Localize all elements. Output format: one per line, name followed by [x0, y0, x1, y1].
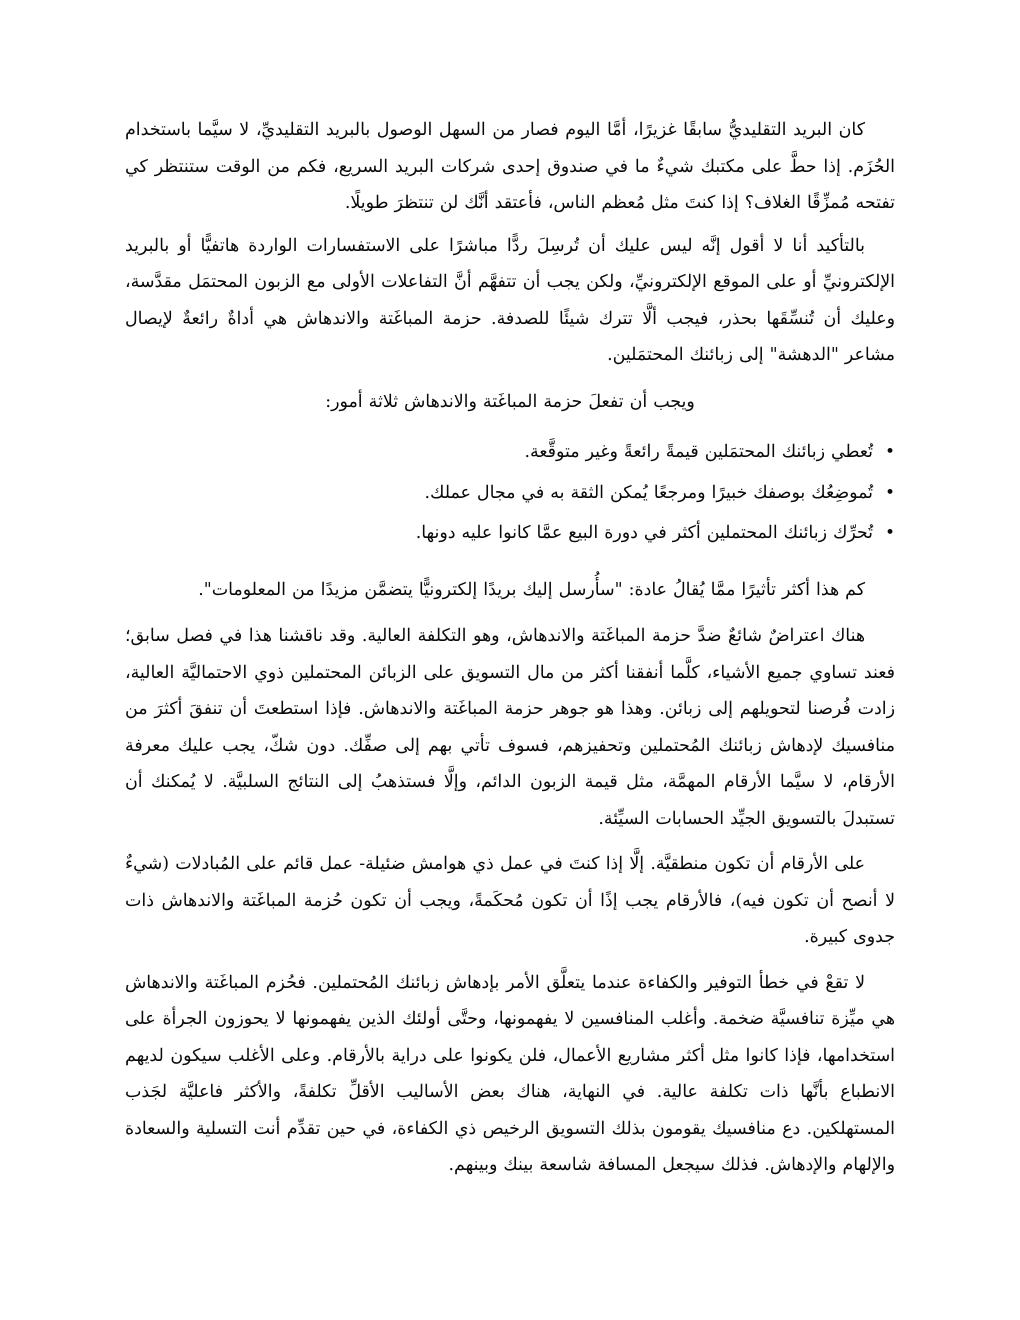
list-item	[125, 515, 895, 552]
list-lead-line: ويجب أن تفعلَ حزمة المباغَتة والاندهاش ثلاثة أمور:	[325, 391, 695, 412]
list-item-text: تُعطي زبائنك المحتمَلين قيمةً رائعةً وغير متوقَّعة.	[524, 442, 873, 462]
list-item-text: تُموضِعُك بوصفك خبيرًا ومرجعًا يُمكن الثقة به في مجال عملك.	[424, 482, 873, 503]
list-item	[125, 475, 895, 512]
bullet-row	[524, 434, 895, 471]
bullet-marker-icon: •	[884, 523, 895, 543]
paragraph-cost-objection: هناك اعتراضٌ شائعٌ ضدَّ حزمة المباغَتة والاندهاش، وهو التكلفة العالية. وقد ناقشنا هذا في فصل سابق؛ فعند تساوي جميع الأشياء، كلَّما أنفقنا أكثر من مال التسويق على الزبائن المحتملين ذوي الاحتماليَّة العالية، زادت فُرصنا لتحويلهم إلى زبائن. وهذا هو جوهر حزمة المباغَتة والاندهاش. فإذا استطعتَ أن تنفقَ أكثرَ من منافسيك لإدهاش زبائنك المُحتملين وتحفيزهم، فسوف تأتي بهم إلى صفِّك. دون شكّ، يجب عليك معرفة الأرقام، لا سيَّما الأرقام المهمَّة، مثل قيمة الزبون الدائم، وإلَّا فستذهبُ إلى النتائج السلبيَّة. لا يُمكنك أن تستبدلَ بالتسويق الجيِّد الحسابات السيِّئة.	[125, 626, 895, 829]
bullet-row	[425, 475, 895, 512]
paragraph-email-quote: كم هذا أكثر تأثيرًا ممَّا يُقالُ عادة: "سأُرسل إليك بريدًا إلكترونيًّا يتضمَّن مزيدًا من المعلومات".	[198, 579, 865, 600]
bullet-marker-icon: •	[884, 482, 895, 503]
paragraph-competitive-advantage: لا تقعْ في خطأ التوفير والكفاءة عندما يتعلَّق الأمر بإدهاش زبائنك المُحتملين. فحُزم المباغَتة والاندهاش هي ميِّزة تنافسيَّة ضخمة. وأغلب المنافسين لا يفهمونها، وحتَّى أولئك الذين يفهمونها لا يحوزون الجرأة على استخدامها، فإذا كانوا مثل أكثر مشاريع الأعمال، فلن يكونوا على دراية بالأرقام. وعلى الأغلب سيكون لديهم الانطباع بأنَّها ذات تكلفة عالية. في النهاية، هناك بعض الأساليب الأقلِّ تكلفةً، والأكثر فاعليَّة لجَذب المستهلكين. دع منافسيك يقومون بذلك التسويق الرخيص ذي الكفاءة، في حين تقدِّم أنت التسلية والسعادة والإلهام والإدهاش. فذلك سيجعل المسافة شاسعة بينك وبينهم.	[125, 972, 895, 1175]
document-body	[125, 112, 895, 1184]
list-item	[125, 434, 895, 471]
paragraph-traditional-mail: كان البريد التقليديُّ سابقًا غزيرًا، أمَّا اليوم فصار من السهل الوصول بالبريد التقليديِّ، لا سيَّما باستخدام الحُزَم. إذا حطَّ على مكتبك شيءٌ ما في صندوق إحدى شركات البريد السريع، فكم من الوقت ستنتظر كي تفتحه مُمزِّقًا الغلاف؟ إذا كنتَ مثل مُعظم الناس، فأعتقد أنَّك لن تنتظرَ طويلًا.	[125, 120, 895, 213]
paragraph-numbers-logic: على الأرقام أن تكون منطقيَّة. إلَّا إذا كنتَ في عمل ذي هوامش ضئيلة- عمل قائم على المُبادلات (شيءٌ لا أنصح أن تكون فيه)، فالأرقام يجب إذًا أن تكون مُحكَمةً، ويجب أن تكون حُزمة المباغَتة والاندهاش ذات جدوى كبيرة.	[125, 854, 895, 947]
bullet-row	[416, 515, 895, 552]
list-item-text: تُحرِّك زبائنك المحتملين أكثر في دورة البيع عمَّا كانوا عليه دونها.	[415, 523, 873, 543]
benefits-bullet-list	[125, 434, 895, 552]
bullet-marker-icon: •	[884, 442, 895, 462]
paragraph-first-interactions: بالتأكيد أنا لا أقول إنَّه ليس عليك أن تُرسِلَ ردًّا مباشرًا على الاستفسارات الواردة هاتفيًّا أو بالبريد الإلكترونيِّ أو على الموقع الإلكترونيِّ، ولكن يجب أن تتفهَّم أنَّ التفاعلات الأولى مع الزبون المحتمَل مقدَّسة، وعليك أن تُنسِّقَها بحذر، فيجب ألَّا تترك شيئًا للصدفة. حزمة المباغَتة والاندهاش هي أداةٌ رائعةٌ لإيصال مشاعر "الدهشة" إلى زبائنك المحتمَلين.	[125, 235, 895, 365]
